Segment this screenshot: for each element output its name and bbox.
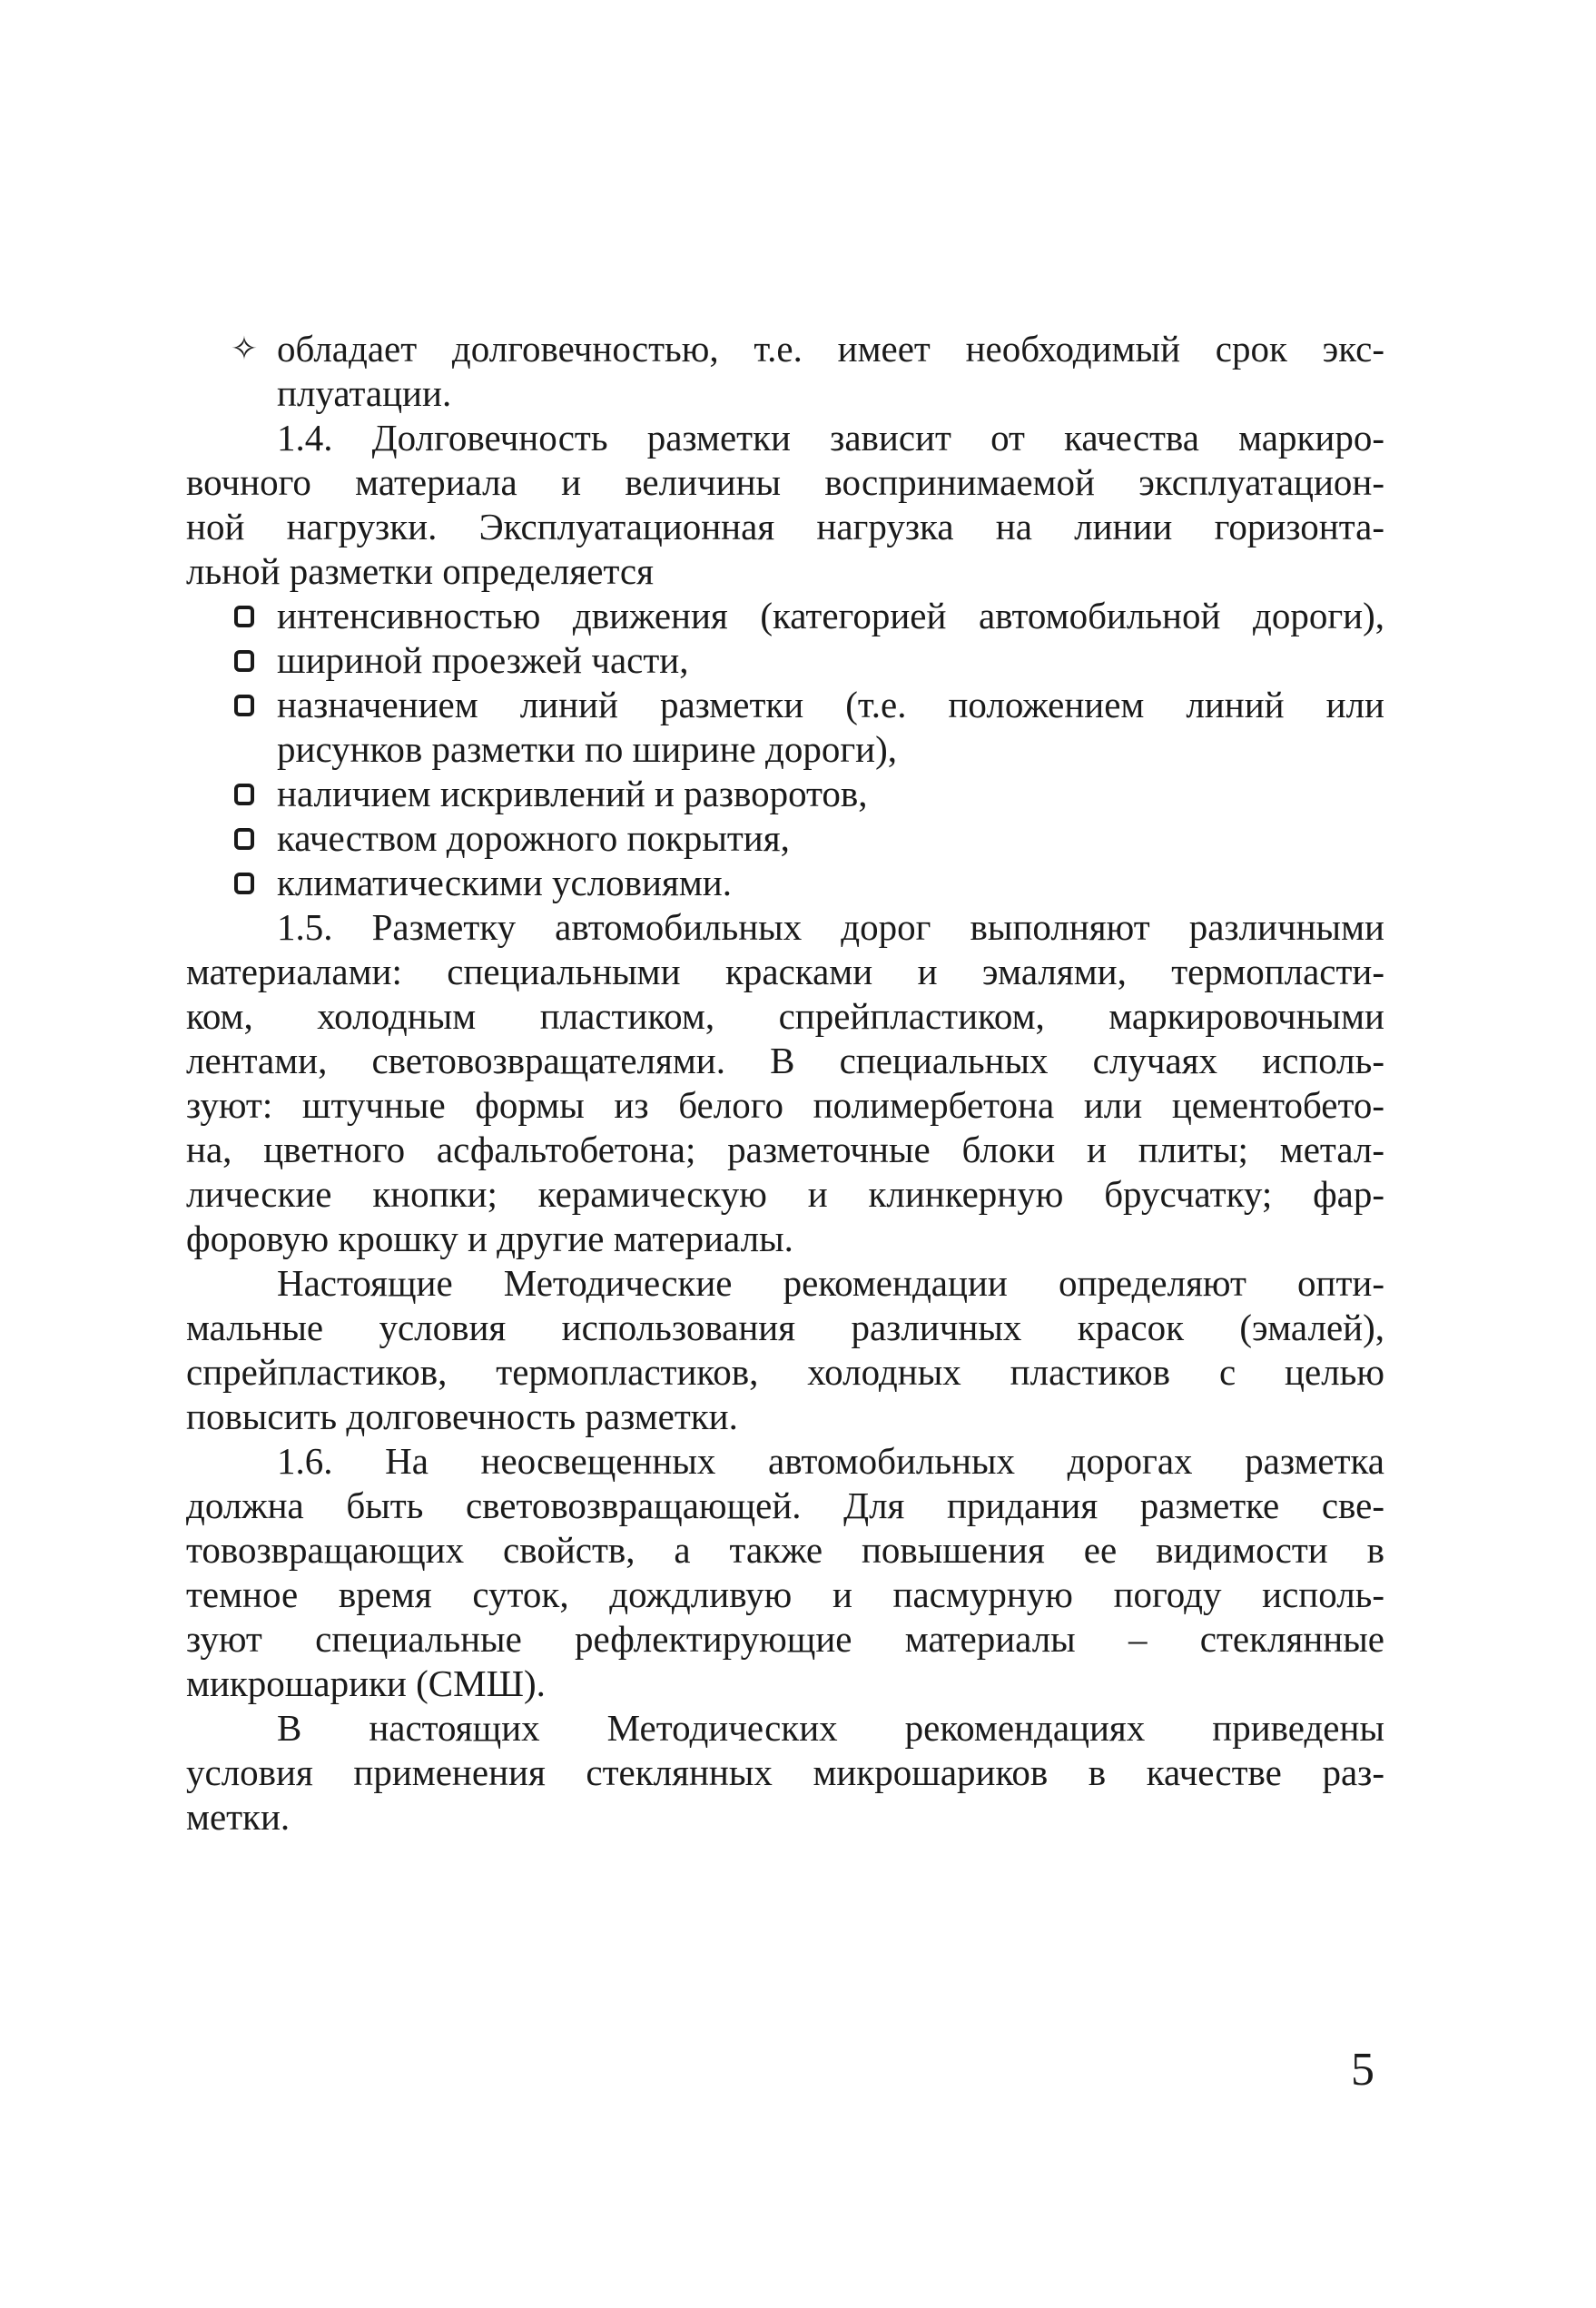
text-line: 1.6. На неосвещенных автомобильных дорогах разметка (277, 1440, 1384, 1482)
text-line: темное время суток, дождливую и пасмурную погоду исполь- (186, 1573, 1384, 1615)
paragraph-methodical (186, 1261, 1384, 1439)
text-line: условия применения стеклянных микрошариков в качестве раз- (186, 1751, 1384, 1793)
text-line: форовую крошку и другие материалы. (186, 1218, 793, 1259)
text-line: Настоящие Методические рекомендации определяют опти- (277, 1262, 1384, 1304)
text-line: плуатации. (277, 372, 452, 414)
text-line: спрейпластиков, термопластиков, холодных пластиков с целью (186, 1351, 1384, 1393)
text-line: льной разметки определяется (186, 550, 654, 592)
list-item: качеством дорожного покрытия, (186, 816, 1384, 861)
checkbox-bullet-icon (226, 861, 262, 905)
text-line: мальные условия использования различных красок (эмалей), (186, 1307, 1384, 1348)
paragraph-1-4 (186, 416, 1384, 594)
list-item: назначением линий разметки (т.е. положением линий или (186, 683, 1384, 727)
list-item: шириной проезжей части, (186, 638, 1384, 683)
text-line: 1.5. Разметку автомобильных дорог выполняют различными (277, 906, 1384, 948)
text-line: товозвращающих свойств, а также повышения ее видимости в (186, 1529, 1384, 1571)
text-line: ком, холодным пластиком, спрейпластиком, маркировочными (186, 995, 1384, 1037)
checkbox-bullet-icon (226, 772, 262, 816)
text-line: метки. (186, 1796, 291, 1838)
paragraph-1-6 (186, 1439, 1384, 1706)
paragraph-final (186, 1706, 1384, 1839)
checkbox-bullet-icon (226, 594, 262, 638)
list-item: наличием искривлений и разворотов, (186, 772, 1384, 816)
list-item: интенсивностью движения (категорией автомобильной дороги), (186, 594, 1384, 638)
text-line: В настоящих Методических рекомендациях приведены (277, 1707, 1384, 1749)
page-number: 5 (1351, 2044, 1374, 2096)
checkbox-bullet-icon (226, 816, 262, 861)
text-line: зуют специальные рефлектирующие материалы – стеклянные (186, 1618, 1384, 1660)
checkbox-bullet-icon (226, 638, 262, 683)
top-bullet-item (186, 327, 1384, 416)
text-line: зуют: штучные формы из белого полимербетона или цементобето- (186, 1084, 1384, 1126)
document-body (186, 327, 1384, 1839)
text-line: лентами, световозвращателями. В специальных случаях исполь- (186, 1040, 1384, 1081)
factors-list (186, 594, 1384, 905)
text-line: вочного материала и величины воспринимаемой эксплуатацион- (186, 461, 1384, 503)
checkbox-bullet-icon (226, 683, 262, 727)
paragraph-1-5 (186, 905, 1384, 1261)
text-line: 1.4. Долговечность разметки зависит от качества маркиро- (277, 417, 1384, 459)
text-line: материалами: специальными красками и эмалями, термопласти- (186, 951, 1384, 992)
text-line: должна быть световозвращающей. Для придания разметке све- (186, 1484, 1384, 1526)
text-line: ной нагрузки. Эксплуатационная нагрузка на линии горизонта- (186, 506, 1384, 547)
diamond-bullet-icon: ✧ (230, 330, 259, 367)
text-line: микрошарики (СМШ). (186, 1662, 546, 1704)
text-line: ✧ обладает долговечностью, т.е. имеет необходимый срок экс- (186, 327, 1384, 371)
list-item: климатическими условиями. (186, 861, 1384, 905)
text-line: лические кнопки; керамическую и клинкерную брусчатку; фар- (186, 1173, 1384, 1215)
list-item-continuation: рисунков разметки по ширине дороги), (277, 728, 898, 770)
text-line: на, цветного асфальтобетона; разметочные блоки и плиты; метал- (186, 1129, 1384, 1170)
text-line: повысить долговечность разметки. (186, 1396, 738, 1437)
